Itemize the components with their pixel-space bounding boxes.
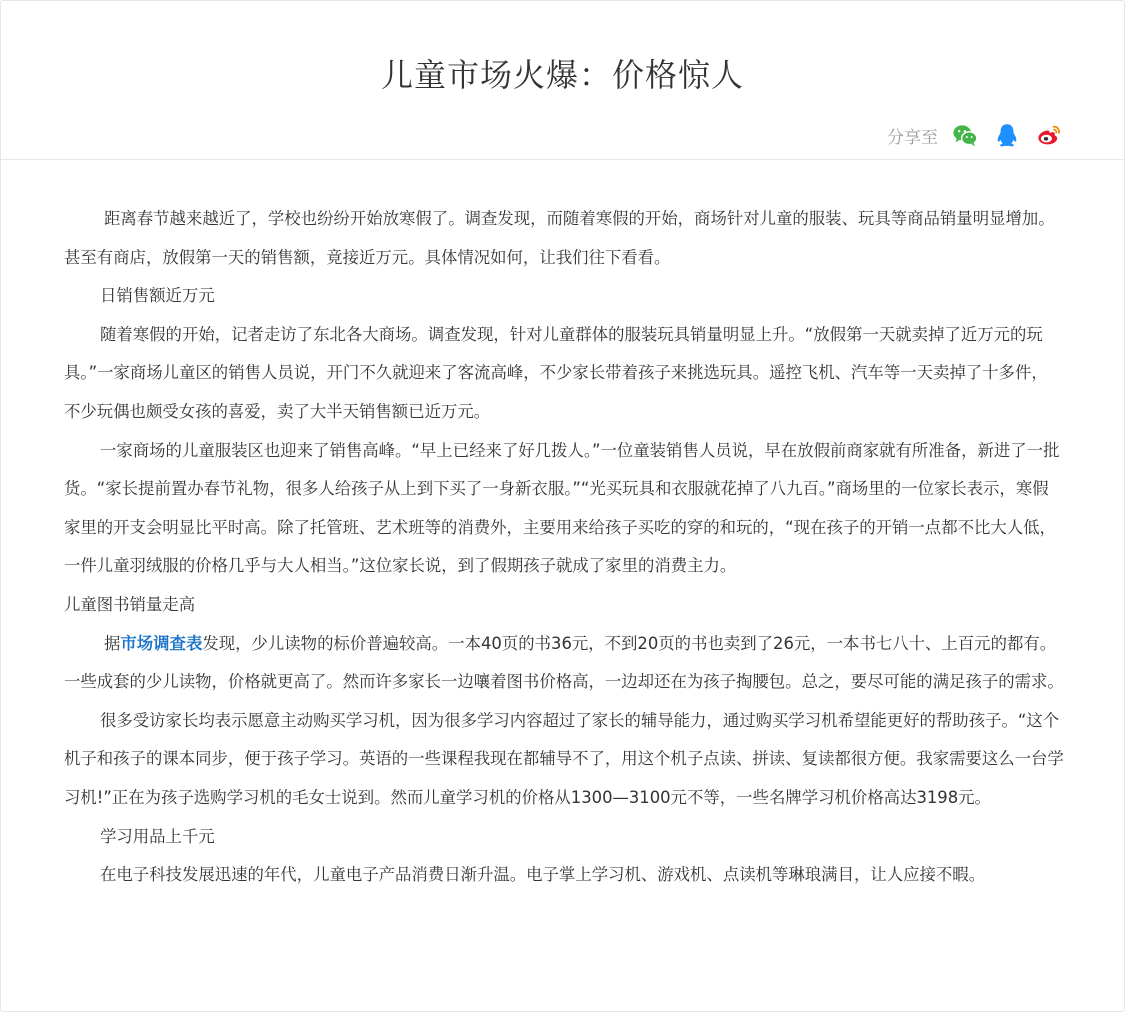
paragraph-text: 发现，少儿读物的标价普遍较高。一本40页的书36元，不到20页的书也卖到了26元，一本书七八十、上百元的都有。一些成套的少儿读物，价格就更高了。然而许多家长一边嚷着图书价格高，一边却还在为孩子掏腰包。总之，要尽可能的满足孩子的需求。 (64, 633, 1064, 692)
paragraph: 距离春节越来越近了，学校也纷纷开始放寒假了。调查发现，而随着寒假的开始，商场针对儿童的服装、玩具等商品销量明显增加。甚至有商店，放假第一天的销售额，竟接近万元。具体情况如何，让我们往下看看。 (64, 209, 1055, 267)
paragraph (64, 625, 1064, 702)
weibo-icon[interactable] (1036, 122, 1062, 148)
wechat-icon[interactable] (952, 122, 978, 148)
section-heading: 日销售额近万元 (100, 286, 215, 306)
article-title: 儿童市场火爆：价格惊人 (380, 56, 744, 94)
paragraph: 一家商场的儿童服装区也迎来了销售高峰。“早上已经来了好几拨人。”一位童装销售人员说，早在放假前商家就有所准备，新进了一批货。“家长提前置办春节礼物，很多人给孩子从上到下买了一身新衣服。”“光买玩具和衣服就花掉了八九百。”商场里的一位家长表示，寒假家里的开支会明显比平时高。除了托管班、艺术班等的消费外，主要用来给孩子买吃的穿的和玩的，“现在孩子的开销一点都不比大人低，一件儿童羽绒服的价格几乎与大人相当。”这位家长说，到了假期孩子就成了家里的消费主力。 (64, 440, 1060, 576)
share-bar (887, 119, 1062, 151)
paragraph: 随着寒假的开始，记者走访了东北各大商场。调查发现，针对儿童群体的服装玩具销量明显上升。“放假第一天就卖掉了近万元的玩具。”一家商场儿童区的销售人员说，开门不久就迎来了客流高峰，不少家长带着孩子来挑选玩具。遥控飞机、汽车等一天卖掉了十多件，不少玩偶也颇受女孩的喜爱，卖了大半天销售额已近万元。 (64, 324, 1048, 421)
section-heading: 学习用品上千元 (100, 826, 215, 846)
section-heading: 儿童图书销量走高 (64, 594, 196, 614)
qq-icon[interactable] (994, 122, 1020, 148)
share-label: 分享至 (887, 127, 938, 148)
article-body (64, 200, 1064, 895)
paragraph-text: 据 (104, 633, 121, 653)
paragraph: 在电子科技发展迅速的年代，儿童电子产品消费日渐升温。电子掌上学习机、游戏机、点读机等琳琅满目，让人应接不暇。 (100, 865, 986, 885)
paragraph: 很多受访家长均表示愿意主动购买学习机，因为很多学习内容超过了家长的辅导能力，通过购买学习机希望能更好的帮助孩子。“这个机子和孩子的课本同步，便于孩子学习。英语的一些课程我现在都辅导不了，用这个机子点读、拼读、复读都很方便。我家需要这么一台学习机!”正在为孩子选购学习机的毛女士说到。然而儿童学习机的价格从1300—3100元不等，一些名牌学习机价格高达3198元。 (64, 710, 1064, 807)
market-survey-link[interactable]: 市场调查表 (120, 633, 203, 653)
article-header (1, 1, 1124, 160)
